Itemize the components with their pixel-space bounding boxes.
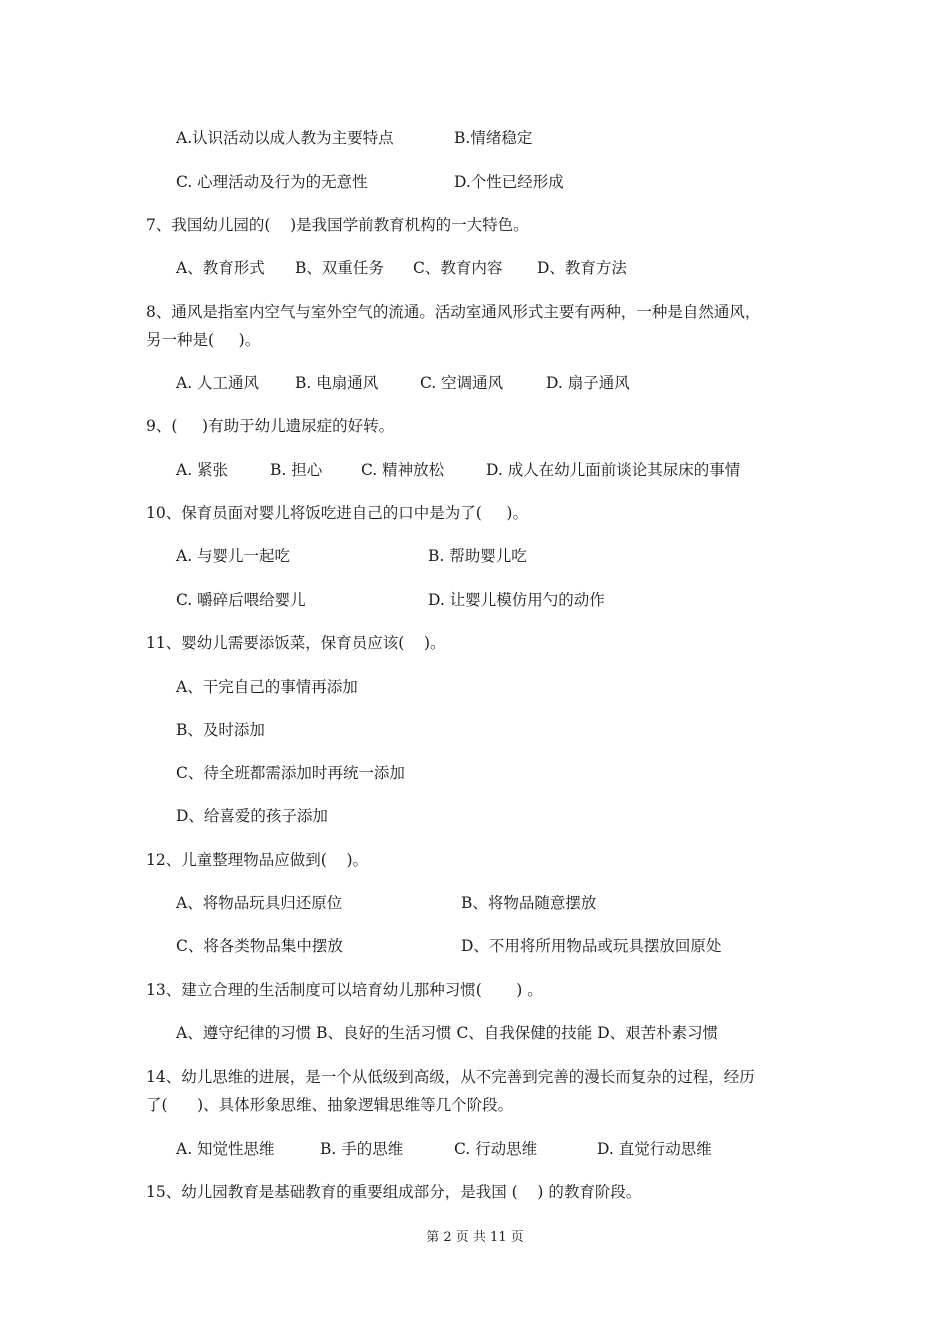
text-line: C. 空调通风	[420, 374, 504, 392]
text-line: D. 扇子通风	[546, 374, 630, 392]
text-line: 8、通风是指室内空气与室外空气的流通。活动室通风形式主要有两种，一种是自然通风，	[146, 303, 761, 321]
text-line: A. 知觉性思维	[176, 1140, 275, 1158]
text-line: A、干完自己的事情再添加	[176, 678, 358, 696]
page-footer: 第 2 页 共 11 页	[426, 1230, 524, 1245]
text-line: A、将物品玩具归还原位	[176, 894, 343, 912]
text-line: 14、幼儿思维的进展，是一个从低级到高级，从不完善到完善的漫长而复杂的过程，经历	[146, 1068, 755, 1086]
text-line: C. 心理活动及行为的无意性	[176, 173, 368, 191]
text-line: 11、婴幼儿需要添饭菜，保育员应该( )。	[146, 634, 446, 652]
text-line: C、教育内容	[413, 259, 503, 277]
text-line: B、双重任务	[295, 259, 384, 277]
text-line: 9、( )有助于幼儿遗尿症的好转。	[146, 417, 395, 435]
text-line: B. 电扇通风	[295, 374, 379, 392]
text-line: 10、保育员面对婴儿将饭吃进自己的口中是为了( )。	[146, 504, 528, 522]
text-line: 12、儿童整理物品应做到( )。	[146, 851, 369, 869]
text-line: 15、幼儿园教育是基础教育的重要组成部分，是我国 ( ) 的教育阶段。	[146, 1183, 642, 1201]
text-line: B. 帮助婴儿吃	[428, 547, 527, 565]
text-line: 了( )、具体形象思维、抽象逻辑思维等几个阶段。	[146, 1096, 514, 1114]
text-line: C. 行动思维	[454, 1140, 538, 1158]
text-line: B.情绪稳定	[454, 129, 533, 147]
text-line: D、不用将所用物品或玩具摆放回原处	[461, 937, 722, 955]
text-line: D.个性已经形成	[454, 173, 564, 191]
text-line: C、待全班都需添加时再统一添加	[176, 764, 405, 782]
text-line: B、及时添加	[176, 721, 265, 739]
text-line: B. 担心	[270, 461, 323, 479]
text-line: A. 紧张	[176, 461, 229, 479]
text-line: C. 精神放松	[361, 461, 445, 479]
text-line: A、遵守纪律的习惯 B、良好的生活习惯 C、自我保健的技能 D、艰苦朴素习惯	[176, 1024, 719, 1042]
text-line: A、教育形式	[176, 259, 265, 277]
text-line: D. 直觉行动思维	[597, 1140, 712, 1158]
text-line: 7、我国幼儿园的( )是我国学前教育机构的一大特色。	[146, 216, 529, 234]
text-line: B. 手的思维	[320, 1140, 404, 1158]
text-line: A.认识活动以成人教为主要特点	[176, 129, 394, 147]
text-line: D、给喜爱的孩子添加	[176, 807, 328, 825]
text-line: 13、建立合理的生活制度可以培育幼儿那种习惯( ) 。	[146, 981, 543, 999]
text-line: D. 成人在幼儿面前谈论其尿床的事情	[486, 461, 741, 479]
text-line: C、将各类物品集中摆放	[176, 937, 343, 955]
text-line: A. 与婴儿一起吃	[176, 547, 291, 565]
text-line: C. 嚼碎后喂给婴儿	[176, 591, 306, 609]
text-line: 另一种是( )。	[146, 331, 261, 349]
text-line: B、将物品随意摆放	[461, 894, 597, 912]
text-line: A. 人工通风	[176, 374, 260, 392]
text-line: D. 让婴儿模仿用勺的动作	[428, 591, 605, 609]
text-line: D、教育方法	[537, 259, 627, 277]
